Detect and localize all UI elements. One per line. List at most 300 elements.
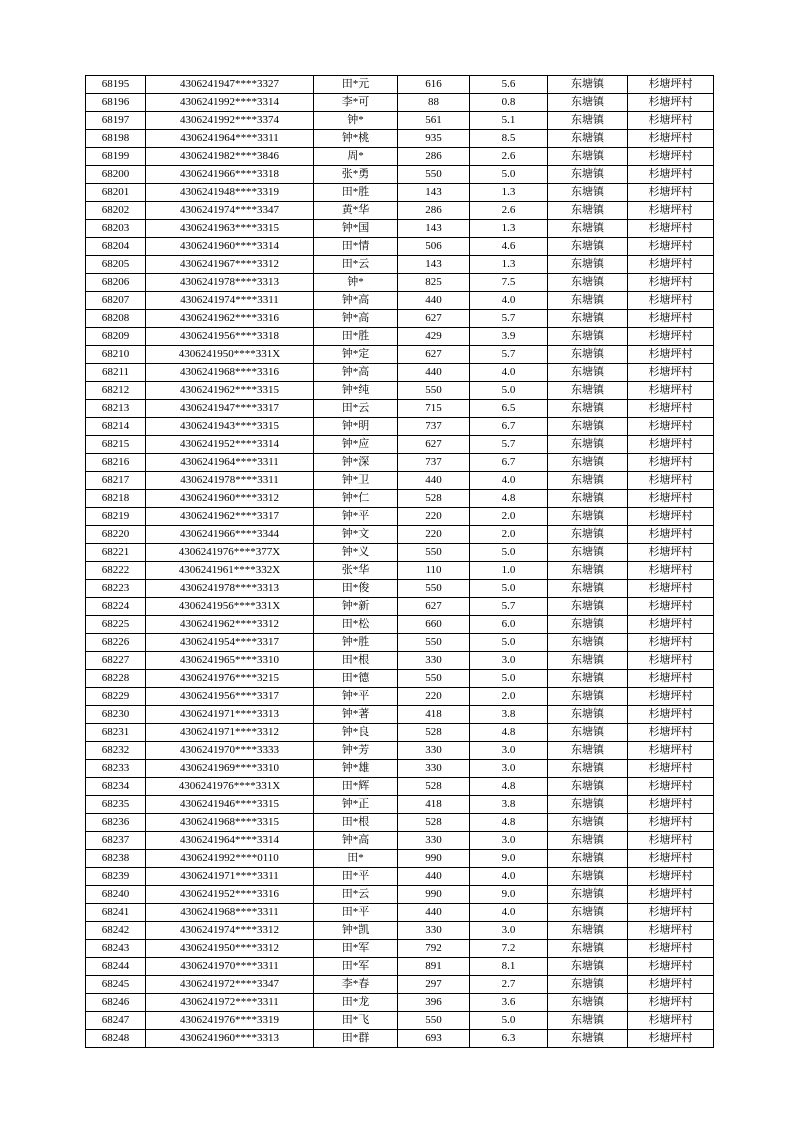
cell-name: 田*松 bbox=[314, 616, 398, 634]
cell-village: 杉塘坪村 bbox=[628, 94, 714, 112]
cell-id-number: 4306241970****3333 bbox=[146, 742, 314, 760]
cell-name: 钟*明 bbox=[314, 418, 398, 436]
cell-seq: 68205 bbox=[86, 256, 146, 274]
cell-amount: 440 bbox=[398, 868, 470, 886]
cell-rate: 4.8 bbox=[470, 490, 548, 508]
cell-name: 田*元 bbox=[314, 76, 398, 94]
cell-town: 东塘镇 bbox=[548, 454, 628, 472]
cell-village: 杉塘坪村 bbox=[628, 526, 714, 544]
cell-name: 钟*义 bbox=[314, 544, 398, 562]
cell-rate: 6.0 bbox=[470, 616, 548, 634]
cell-amount: 550 bbox=[398, 382, 470, 400]
cell-name: 钟*著 bbox=[314, 706, 398, 724]
cell-rate: 4.8 bbox=[470, 778, 548, 796]
table-row bbox=[86, 202, 714, 220]
cell-id-number: 4306241956****3318 bbox=[146, 328, 314, 346]
cell-amount: 616 bbox=[398, 76, 470, 94]
cell-name: 田*根 bbox=[314, 814, 398, 832]
table-row bbox=[86, 544, 714, 562]
cell-name: 张*华 bbox=[314, 562, 398, 580]
cell-name: 田*德 bbox=[314, 670, 398, 688]
cell-id-number: 4306241978****3313 bbox=[146, 274, 314, 292]
cell-village: 杉塘坪村 bbox=[628, 292, 714, 310]
table-row bbox=[86, 472, 714, 490]
table-row bbox=[86, 904, 714, 922]
cell-town: 东塘镇 bbox=[548, 274, 628, 292]
cell-rate: 5.0 bbox=[470, 166, 548, 184]
cell-amount: 627 bbox=[398, 436, 470, 454]
cell-seq: 68199 bbox=[86, 148, 146, 166]
table-row bbox=[86, 1012, 714, 1030]
table-row bbox=[86, 742, 714, 760]
table-row bbox=[86, 400, 714, 418]
table-row bbox=[86, 778, 714, 796]
cell-village: 杉塘坪村 bbox=[628, 202, 714, 220]
table-row bbox=[86, 634, 714, 652]
table-row bbox=[86, 508, 714, 526]
cell-name: 钟* bbox=[314, 274, 398, 292]
cell-id-number: 4306241971****3313 bbox=[146, 706, 314, 724]
cell-name: 田*平 bbox=[314, 904, 398, 922]
cell-rate: 5.7 bbox=[470, 598, 548, 616]
cell-village: 杉塘坪村 bbox=[628, 994, 714, 1012]
cell-seq: 68237 bbox=[86, 832, 146, 850]
cell-rate: 3.0 bbox=[470, 922, 548, 940]
cell-village: 杉塘坪村 bbox=[628, 382, 714, 400]
cell-village: 杉塘坪村 bbox=[628, 742, 714, 760]
cell-seq: 68217 bbox=[86, 472, 146, 490]
cell-seq: 68246 bbox=[86, 994, 146, 1012]
cell-rate: 1.3 bbox=[470, 256, 548, 274]
cell-rate: 2.0 bbox=[470, 508, 548, 526]
cell-id-number: 4306241966****3344 bbox=[146, 526, 314, 544]
cell-rate: 3.0 bbox=[470, 760, 548, 778]
cell-seq: 68225 bbox=[86, 616, 146, 634]
cell-town: 东塘镇 bbox=[548, 634, 628, 652]
cell-rate: 5.6 bbox=[470, 76, 548, 94]
cell-amount: 143 bbox=[398, 220, 470, 238]
cell-town: 东塘镇 bbox=[548, 436, 628, 454]
cell-rate: 5.7 bbox=[470, 310, 548, 328]
cell-village: 杉塘坪村 bbox=[628, 400, 714, 418]
cell-id-number: 4306241992****3314 bbox=[146, 94, 314, 112]
cell-amount: 737 bbox=[398, 418, 470, 436]
cell-seq: 68220 bbox=[86, 526, 146, 544]
cell-rate: 1.3 bbox=[470, 184, 548, 202]
cell-village: 杉塘坪村 bbox=[628, 418, 714, 436]
cell-seq: 68207 bbox=[86, 292, 146, 310]
cell-town: 东塘镇 bbox=[548, 112, 628, 130]
table-row bbox=[86, 850, 714, 868]
table-row bbox=[86, 112, 714, 130]
cell-seq: 68236 bbox=[86, 814, 146, 832]
cell-id-number: 4306241962****3315 bbox=[146, 382, 314, 400]
cell-rate: 3.0 bbox=[470, 832, 548, 850]
cell-rate: 2.0 bbox=[470, 688, 548, 706]
cell-town: 东塘镇 bbox=[548, 598, 628, 616]
cell-seq: 68204 bbox=[86, 238, 146, 256]
cell-amount: 660 bbox=[398, 616, 470, 634]
cell-seq: 68238 bbox=[86, 850, 146, 868]
cell-id-number: 4306241947****3327 bbox=[146, 76, 314, 94]
cell-id-number: 4306241974****3312 bbox=[146, 922, 314, 940]
cell-name: 田*军 bbox=[314, 940, 398, 958]
cell-seq: 68234 bbox=[86, 778, 146, 796]
cell-name: 钟* bbox=[314, 112, 398, 130]
cell-id-number: 4306241972****3347 bbox=[146, 976, 314, 994]
cell-rate: 3.0 bbox=[470, 652, 548, 670]
cell-village: 杉塘坪村 bbox=[628, 724, 714, 742]
cell-town: 东塘镇 bbox=[548, 202, 628, 220]
cell-id-number: 4306241952****3316 bbox=[146, 886, 314, 904]
cell-seq: 68243 bbox=[86, 940, 146, 958]
cell-town: 东塘镇 bbox=[548, 130, 628, 148]
cell-village: 杉塘坪村 bbox=[628, 364, 714, 382]
cell-rate: 8.1 bbox=[470, 958, 548, 976]
table-row bbox=[86, 526, 714, 544]
cell-amount: 792 bbox=[398, 940, 470, 958]
cell-amount: 429 bbox=[398, 328, 470, 346]
cell-id-number: 4306241972****3311 bbox=[146, 994, 314, 1012]
cell-id-number: 4306241954****3317 bbox=[146, 634, 314, 652]
cell-town: 东塘镇 bbox=[548, 670, 628, 688]
cell-id-number: 4306241976****331X bbox=[146, 778, 314, 796]
cell-id-number: 4306241960****3313 bbox=[146, 1030, 314, 1048]
table-row bbox=[86, 760, 714, 778]
cell-town: 东塘镇 bbox=[548, 184, 628, 202]
table-row bbox=[86, 562, 714, 580]
cell-town: 东塘镇 bbox=[548, 832, 628, 850]
cell-amount: 715 bbox=[398, 400, 470, 418]
cell-rate: 8.5 bbox=[470, 130, 548, 148]
cell-seq: 68210 bbox=[86, 346, 146, 364]
cell-village: 杉塘坪村 bbox=[628, 850, 714, 868]
cell-rate: 0.8 bbox=[470, 94, 548, 112]
cell-rate: 4.0 bbox=[470, 472, 548, 490]
cell-rate: 3.9 bbox=[470, 328, 548, 346]
cell-village: 杉塘坪村 bbox=[628, 112, 714, 130]
table-row bbox=[86, 184, 714, 202]
cell-town: 东塘镇 bbox=[548, 724, 628, 742]
cell-id-number: 4306241969****3310 bbox=[146, 760, 314, 778]
cell-amount: 561 bbox=[398, 112, 470, 130]
cell-name: 钟*仁 bbox=[314, 490, 398, 508]
cell-seq: 68223 bbox=[86, 580, 146, 598]
cell-id-number: 4306241968****3315 bbox=[146, 814, 314, 832]
cell-id-number: 4306241964****3311 bbox=[146, 130, 314, 148]
cell-seq: 68233 bbox=[86, 760, 146, 778]
cell-village: 杉塘坪村 bbox=[628, 688, 714, 706]
table-row bbox=[86, 958, 714, 976]
cell-village: 杉塘坪村 bbox=[628, 616, 714, 634]
cell-amount: 440 bbox=[398, 292, 470, 310]
cell-village: 杉塘坪村 bbox=[628, 130, 714, 148]
cell-id-number: 4306241978****3313 bbox=[146, 580, 314, 598]
cell-id-number: 4306241952****3314 bbox=[146, 436, 314, 454]
cell-amount: 528 bbox=[398, 724, 470, 742]
cell-amount: 418 bbox=[398, 796, 470, 814]
cell-amount: 935 bbox=[398, 130, 470, 148]
cell-id-number: 4306241976****3215 bbox=[146, 670, 314, 688]
cell-name: 钟*应 bbox=[314, 436, 398, 454]
cell-id-number: 4306241992****0110 bbox=[146, 850, 314, 868]
cell-id-number: 4306241956****331X bbox=[146, 598, 314, 616]
cell-amount: 143 bbox=[398, 184, 470, 202]
cell-amount: 330 bbox=[398, 742, 470, 760]
table-row bbox=[86, 274, 714, 292]
cell-name: 钟*新 bbox=[314, 598, 398, 616]
table-row bbox=[86, 454, 714, 472]
cell-name: 周* bbox=[314, 148, 398, 166]
cell-village: 杉塘坪村 bbox=[628, 238, 714, 256]
cell-id-number: 4306241968****3311 bbox=[146, 904, 314, 922]
cell-amount: 825 bbox=[398, 274, 470, 292]
cell-seq: 68221 bbox=[86, 544, 146, 562]
cell-village: 杉塘坪村 bbox=[628, 778, 714, 796]
table-row bbox=[86, 94, 714, 112]
cell-seq: 68212 bbox=[86, 382, 146, 400]
cell-town: 东塘镇 bbox=[548, 508, 628, 526]
cell-id-number: 4306241970****3311 bbox=[146, 958, 314, 976]
cell-name: 田*云 bbox=[314, 400, 398, 418]
cell-town: 东塘镇 bbox=[548, 76, 628, 94]
cell-rate: 6.7 bbox=[470, 418, 548, 436]
cell-village: 杉塘坪村 bbox=[628, 472, 714, 490]
cell-town: 东塘镇 bbox=[548, 814, 628, 832]
cell-rate: 5.0 bbox=[470, 382, 548, 400]
cell-town: 东塘镇 bbox=[548, 922, 628, 940]
cell-amount: 330 bbox=[398, 832, 470, 850]
cell-name: 田*胜 bbox=[314, 184, 398, 202]
cell-seq: 68235 bbox=[86, 796, 146, 814]
cell-village: 杉塘坪村 bbox=[628, 652, 714, 670]
table-row bbox=[86, 616, 714, 634]
cell-amount: 891 bbox=[398, 958, 470, 976]
cell-town: 东塘镇 bbox=[548, 850, 628, 868]
cell-town: 东塘镇 bbox=[548, 562, 628, 580]
cell-rate: 3.6 bbox=[470, 994, 548, 1012]
cell-name: 钟*高 bbox=[314, 292, 398, 310]
cell-village: 杉塘坪村 bbox=[628, 634, 714, 652]
cell-seq: 68216 bbox=[86, 454, 146, 472]
cell-village: 杉塘坪村 bbox=[628, 328, 714, 346]
cell-name: 钟*凯 bbox=[314, 922, 398, 940]
cell-seq: 68218 bbox=[86, 490, 146, 508]
cell-amount: 990 bbox=[398, 886, 470, 904]
table-row bbox=[86, 382, 714, 400]
table-row bbox=[86, 652, 714, 670]
cell-village: 杉塘坪村 bbox=[628, 904, 714, 922]
table-row bbox=[86, 832, 714, 850]
cell-village: 杉塘坪村 bbox=[628, 940, 714, 958]
cell-rate: 2.6 bbox=[470, 148, 548, 166]
cell-name: 钟*深 bbox=[314, 454, 398, 472]
table-row bbox=[86, 130, 714, 148]
cell-seq: 68247 bbox=[86, 1012, 146, 1030]
cell-seq: 68200 bbox=[86, 166, 146, 184]
cell-rate: 5.0 bbox=[470, 544, 548, 562]
cell-amount: 693 bbox=[398, 1030, 470, 1048]
cell-seq: 68195 bbox=[86, 76, 146, 94]
cell-town: 东塘镇 bbox=[548, 886, 628, 904]
cell-town: 东塘镇 bbox=[548, 580, 628, 598]
cell-id-number: 4306241971****3311 bbox=[146, 868, 314, 886]
table-row bbox=[86, 580, 714, 598]
table-row bbox=[86, 940, 714, 958]
cell-rate: 4.0 bbox=[470, 904, 548, 922]
cell-seq: 68196 bbox=[86, 94, 146, 112]
cell-town: 东塘镇 bbox=[548, 688, 628, 706]
cell-name: 钟*雄 bbox=[314, 760, 398, 778]
cell-rate: 4.8 bbox=[470, 814, 548, 832]
cell-village: 杉塘坪村 bbox=[628, 76, 714, 94]
cell-id-number: 4306241960****3312 bbox=[146, 490, 314, 508]
cell-town: 东塘镇 bbox=[548, 400, 628, 418]
cell-id-number: 4306241971****3312 bbox=[146, 724, 314, 742]
cell-amount: 440 bbox=[398, 364, 470, 382]
cell-seq: 68248 bbox=[86, 1030, 146, 1048]
cell-town: 东塘镇 bbox=[548, 940, 628, 958]
cell-name: 钟*卫 bbox=[314, 472, 398, 490]
cell-name: 李*可 bbox=[314, 94, 398, 112]
cell-name: 田*辉 bbox=[314, 778, 398, 796]
cell-amount: 220 bbox=[398, 688, 470, 706]
table-row bbox=[86, 76, 714, 94]
cell-town: 东塘镇 bbox=[548, 1030, 628, 1048]
cell-name: 张*勇 bbox=[314, 166, 398, 184]
cell-town: 东塘镇 bbox=[548, 490, 628, 508]
cell-village: 杉塘坪村 bbox=[628, 796, 714, 814]
table-row bbox=[86, 814, 714, 832]
cell-village: 杉塘坪村 bbox=[628, 868, 714, 886]
cell-seq: 68209 bbox=[86, 328, 146, 346]
table-row bbox=[86, 364, 714, 382]
cell-amount: 627 bbox=[398, 598, 470, 616]
cell-name: 田*情 bbox=[314, 238, 398, 256]
cell-seq: 68222 bbox=[86, 562, 146, 580]
cell-village: 杉塘坪村 bbox=[628, 760, 714, 778]
cell-rate: 5.0 bbox=[470, 1012, 548, 1030]
cell-village: 杉塘坪村 bbox=[628, 310, 714, 328]
cell-town: 东塘镇 bbox=[548, 292, 628, 310]
cell-village: 杉塘坪村 bbox=[628, 814, 714, 832]
cell-amount: 143 bbox=[398, 256, 470, 274]
table-row bbox=[86, 220, 714, 238]
table-row bbox=[86, 868, 714, 886]
cell-amount: 737 bbox=[398, 454, 470, 472]
cell-amount: 550 bbox=[398, 166, 470, 184]
cell-rate: 3.8 bbox=[470, 706, 548, 724]
cell-village: 杉塘坪村 bbox=[628, 274, 714, 292]
cell-rate: 4.0 bbox=[470, 868, 548, 886]
cell-town: 东塘镇 bbox=[548, 364, 628, 382]
cell-amount: 440 bbox=[398, 472, 470, 490]
cell-rate: 9.0 bbox=[470, 850, 548, 868]
cell-name: 钟*平 bbox=[314, 508, 398, 526]
cell-rate: 4.0 bbox=[470, 292, 548, 310]
cell-amount: 627 bbox=[398, 310, 470, 328]
cell-id-number: 4306241966****3318 bbox=[146, 166, 314, 184]
cell-id-number: 4306241976****377X bbox=[146, 544, 314, 562]
cell-town: 东塘镇 bbox=[548, 148, 628, 166]
cell-amount: 330 bbox=[398, 922, 470, 940]
cell-rate: 3.8 bbox=[470, 796, 548, 814]
cell-name: 田*云 bbox=[314, 886, 398, 904]
cell-amount: 418 bbox=[398, 706, 470, 724]
cell-town: 东塘镇 bbox=[548, 706, 628, 724]
cell-village: 杉塘坪村 bbox=[628, 886, 714, 904]
cell-amount: 528 bbox=[398, 814, 470, 832]
cell-amount: 550 bbox=[398, 544, 470, 562]
cell-village: 杉塘坪村 bbox=[628, 1012, 714, 1030]
cell-seq: 68202 bbox=[86, 202, 146, 220]
cell-rate: 5.1 bbox=[470, 112, 548, 130]
cell-rate: 1.3 bbox=[470, 220, 548, 238]
cell-name: 钟*平 bbox=[314, 688, 398, 706]
cell-rate: 1.0 bbox=[470, 562, 548, 580]
cell-town: 东塘镇 bbox=[548, 778, 628, 796]
cell-amount: 297 bbox=[398, 976, 470, 994]
cell-rate: 5.7 bbox=[470, 436, 548, 454]
cell-town: 东塘镇 bbox=[548, 976, 628, 994]
cell-village: 杉塘坪村 bbox=[628, 166, 714, 184]
cell-village: 杉塘坪村 bbox=[628, 544, 714, 562]
cell-name: 钟*文 bbox=[314, 526, 398, 544]
cell-rate: 7.2 bbox=[470, 940, 548, 958]
cell-name: 李*春 bbox=[314, 976, 398, 994]
cell-name: 钟*国 bbox=[314, 220, 398, 238]
cell-id-number: 4306241943****3315 bbox=[146, 418, 314, 436]
cell-village: 杉塘坪村 bbox=[628, 508, 714, 526]
cell-name: 钟*桃 bbox=[314, 130, 398, 148]
cell-seq: 68240 bbox=[86, 886, 146, 904]
cell-rate: 9.0 bbox=[470, 886, 548, 904]
cell-id-number: 4306241967****3312 bbox=[146, 256, 314, 274]
cell-id-number: 4306241974****3311 bbox=[146, 292, 314, 310]
cell-village: 杉塘坪村 bbox=[628, 436, 714, 454]
cell-rate: 5.0 bbox=[470, 670, 548, 688]
cell-town: 东塘镇 bbox=[548, 220, 628, 238]
cell-name: 田*龙 bbox=[314, 994, 398, 1012]
cell-amount: 330 bbox=[398, 652, 470, 670]
table-row bbox=[86, 346, 714, 364]
cell-amount: 396 bbox=[398, 994, 470, 1012]
cell-name: 钟*纯 bbox=[314, 382, 398, 400]
cell-seq: 68206 bbox=[86, 274, 146, 292]
table-row bbox=[86, 418, 714, 436]
cell-amount: 550 bbox=[398, 670, 470, 688]
cell-town: 东塘镇 bbox=[548, 652, 628, 670]
cell-id-number: 4306241992****3374 bbox=[146, 112, 314, 130]
cell-amount: 440 bbox=[398, 904, 470, 922]
cell-village: 杉塘坪村 bbox=[628, 256, 714, 274]
cell-town: 东塘镇 bbox=[548, 544, 628, 562]
table-row bbox=[86, 670, 714, 688]
cell-seq: 68226 bbox=[86, 634, 146, 652]
cell-town: 东塘镇 bbox=[548, 238, 628, 256]
cell-seq: 68197 bbox=[86, 112, 146, 130]
cell-seq: 68241 bbox=[86, 904, 146, 922]
table-row bbox=[86, 706, 714, 724]
cell-seq: 68214 bbox=[86, 418, 146, 436]
cell-rate: 4.0 bbox=[470, 364, 548, 382]
cell-village: 杉塘坪村 bbox=[628, 1030, 714, 1048]
cell-rate: 2.7 bbox=[470, 976, 548, 994]
cell-amount: 88 bbox=[398, 94, 470, 112]
cell-town: 东塘镇 bbox=[548, 382, 628, 400]
cell-village: 杉塘坪村 bbox=[628, 598, 714, 616]
cell-village: 杉塘坪村 bbox=[628, 454, 714, 472]
